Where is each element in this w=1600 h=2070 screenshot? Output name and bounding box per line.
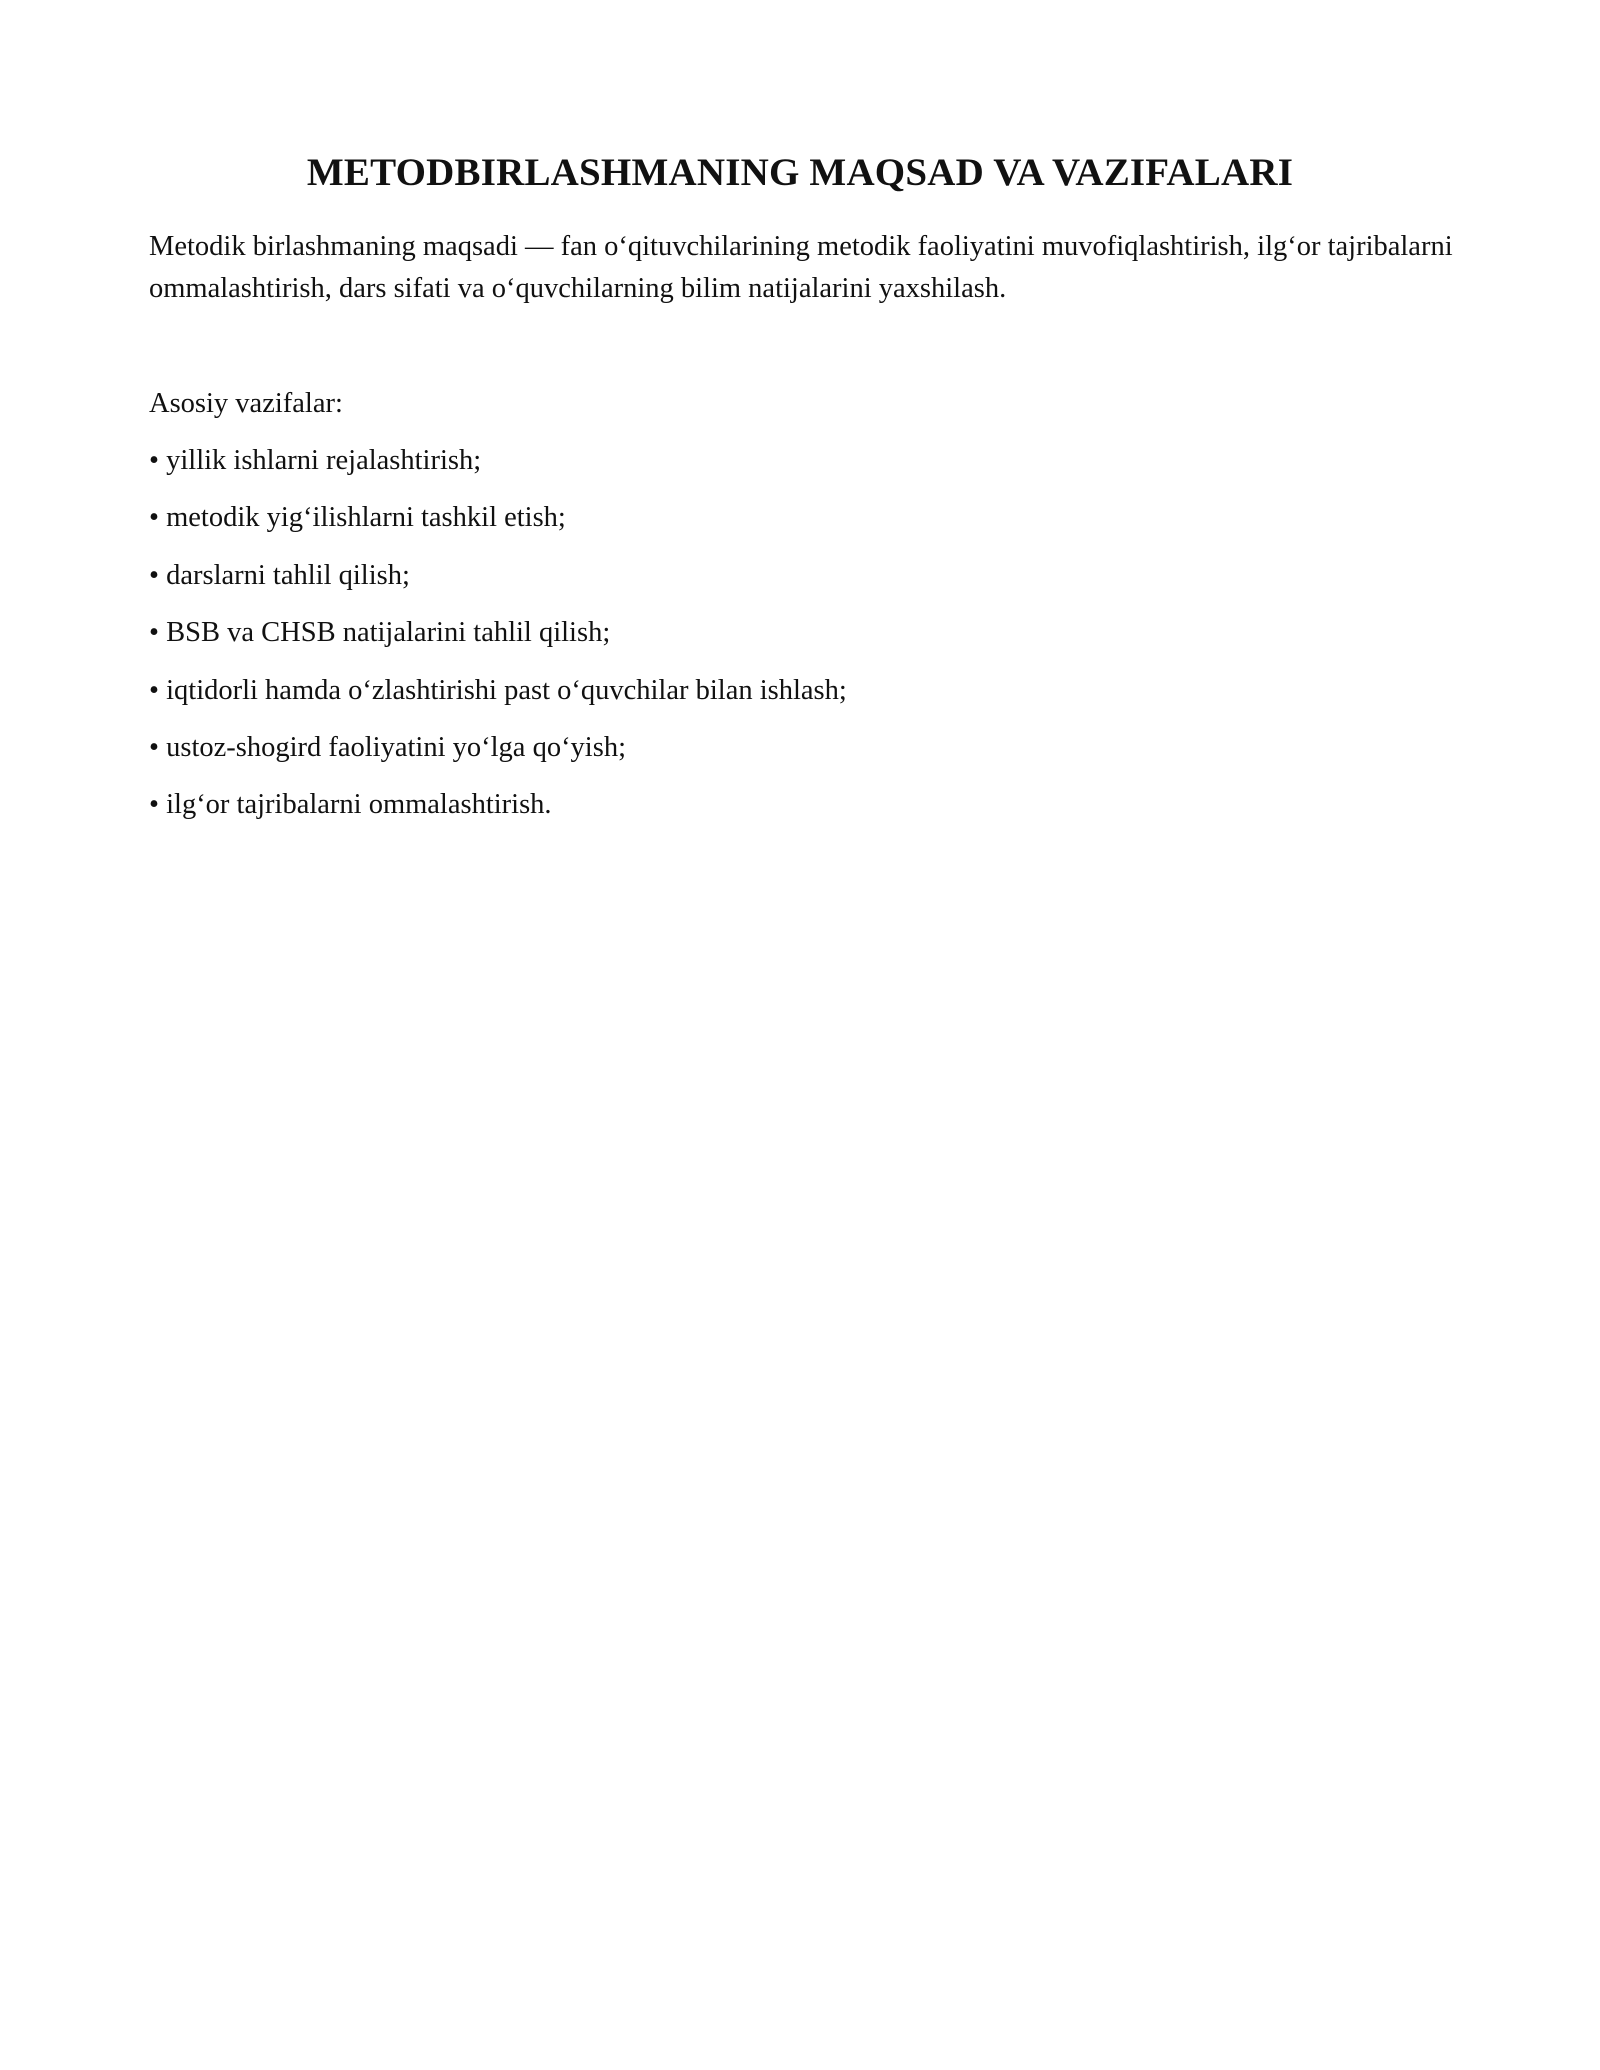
intro-paragraph: Metodik birlashmaning maqsadi — fan o‘qituvchilarining metodik faoliyatini muvofiqlashtirish, ilg‘or tajribalarni ommalashtirish, dars sifati va o‘quvchilarning bilim natijalarini yaxshilash. — [149, 231, 1453, 304]
list-item: • BSB va CHSB natijalarini tahlil qilish; — [149, 617, 611, 649]
list-item: • ilg‘or tajribalarni ommalashtirish. — [149, 789, 552, 821]
list-item: • yillik ishlarni rejalashtirish; — [149, 445, 482, 476]
list-item: • iqtidorli hamda o‘zlashtirishi past o‘quvchilar bilan ishlash; — [149, 674, 847, 706]
task-list — [149, 440, 847, 842]
list-item: • ustoz-shogird faoliyatini yo‘lga qo‘yish; — [149, 731, 626, 763]
tasks-heading: Asosiy vazifalar: — [149, 388, 343, 419]
list-item: • metodik yig‘ilishlarni tashkil etish; — [149, 502, 566, 534]
list-item: • darslarni tahlil qilish; — [149, 559, 410, 591]
document-title: METODBIRLASHMANING MAQSAD VA VAZIFALARI — [306, 151, 1294, 194]
